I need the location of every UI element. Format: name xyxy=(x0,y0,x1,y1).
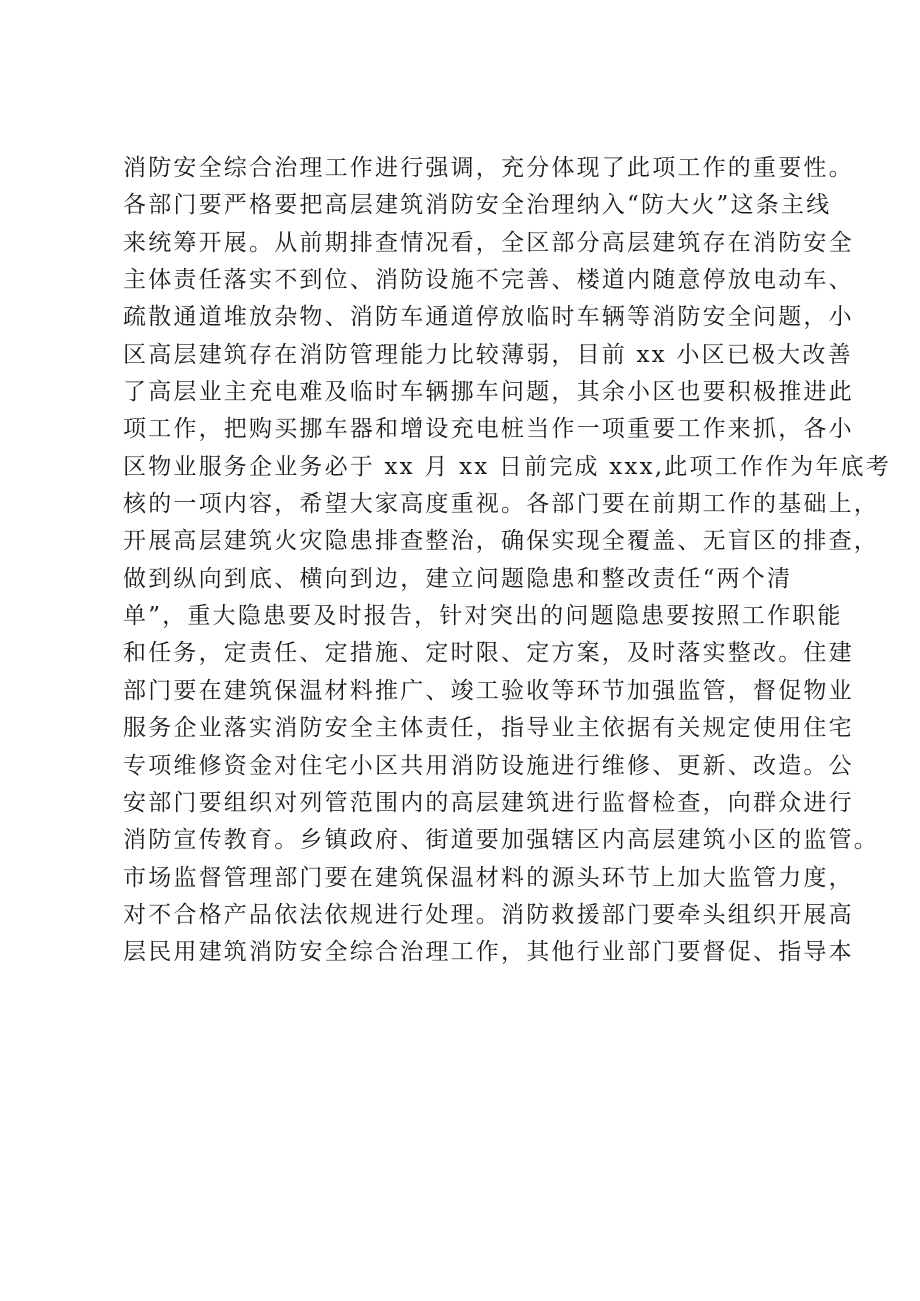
text-line: 做到纵向到底、横向到边，建立问题隐患和整改责任“两个清 xyxy=(123,565,793,592)
text-line: 开展高层建筑火灾隐患排查整治，确保实现全覆盖、无盲区的排查， xyxy=(123,528,879,555)
text-line: 对不合格产品依法依规进行处理。消防救援部门要牵头组织开展高 xyxy=(123,901,854,928)
text-line: 了高层业主充电难及临时车辆挪车问题，其余小区也要积极推进此 xyxy=(123,379,854,406)
text-line: 市场监督管理部门要在建筑保温材料的源头环节上加大监管力度， xyxy=(123,864,854,891)
text-line: 项工作，把购买挪车器和增设充电桩当作一项重要工作来抓，各小 xyxy=(123,416,854,443)
body-paragraph xyxy=(123,150,892,972)
text-line: 安部门要组织对列管范围内的高层建筑进行监督检查，向群众进行 xyxy=(123,789,854,816)
text-line: 区物业服务企业务必于 xx 月 xx 日前完成 xxx,此项工作作为年底考 xyxy=(123,453,892,480)
text-line: 专项维修资金对住宅小区共用消防设施进行维修、更新、改造。公 xyxy=(123,752,854,779)
text-line: 消防安全综合治理工作进行强调，充分体现了此项工作的重要性。 xyxy=(123,155,854,181)
text-line: 部门要在建筑保温材料推广、竣工验收等环节加强监管，督促物业 xyxy=(123,677,854,704)
text-line: 各部门要严格要把高层建筑消防安全治理纳入“防大火”这条主线 xyxy=(123,192,832,219)
text-line: 区高层建筑存在消防管理能力比较薄弱，目前 xx 小区已极大改善 xyxy=(123,341,853,368)
text-line: 服务企业落实消防安全主体责任，指导业主依据有关规定使用住宅 xyxy=(123,715,854,742)
text-line: 疏散通道堆放杂物、消防车通道停放临时车辆等消防安全问题，小 xyxy=(123,304,854,331)
text-line: 消防宣传教育。乡镇政府、街道要加强辖区内高层建筑小区的监管。 xyxy=(123,827,879,854)
text-line: 单”，重大隐患要及时报告，针对突出的问题隐患要按照工作职能 xyxy=(123,603,843,630)
text-line: 核的一项内容，希望大家高度重视。各部门要在前期工作的基础上， xyxy=(123,491,879,518)
text-line: 主体责任落实不到位、消防设施不完善、楼道内随意停放电动车、 xyxy=(123,267,854,294)
text-line: 来统筹开展。从前期排查情况看，全区部分高层建筑存在消防安全 xyxy=(123,229,854,256)
text-line: 层民用建筑消防安全综合治理工作，其他行业部门要督促、指导本 xyxy=(123,939,854,966)
text-line: 和任务，定责任、定措施、定时限、定方案，及时落实整改。住建 xyxy=(123,640,854,667)
